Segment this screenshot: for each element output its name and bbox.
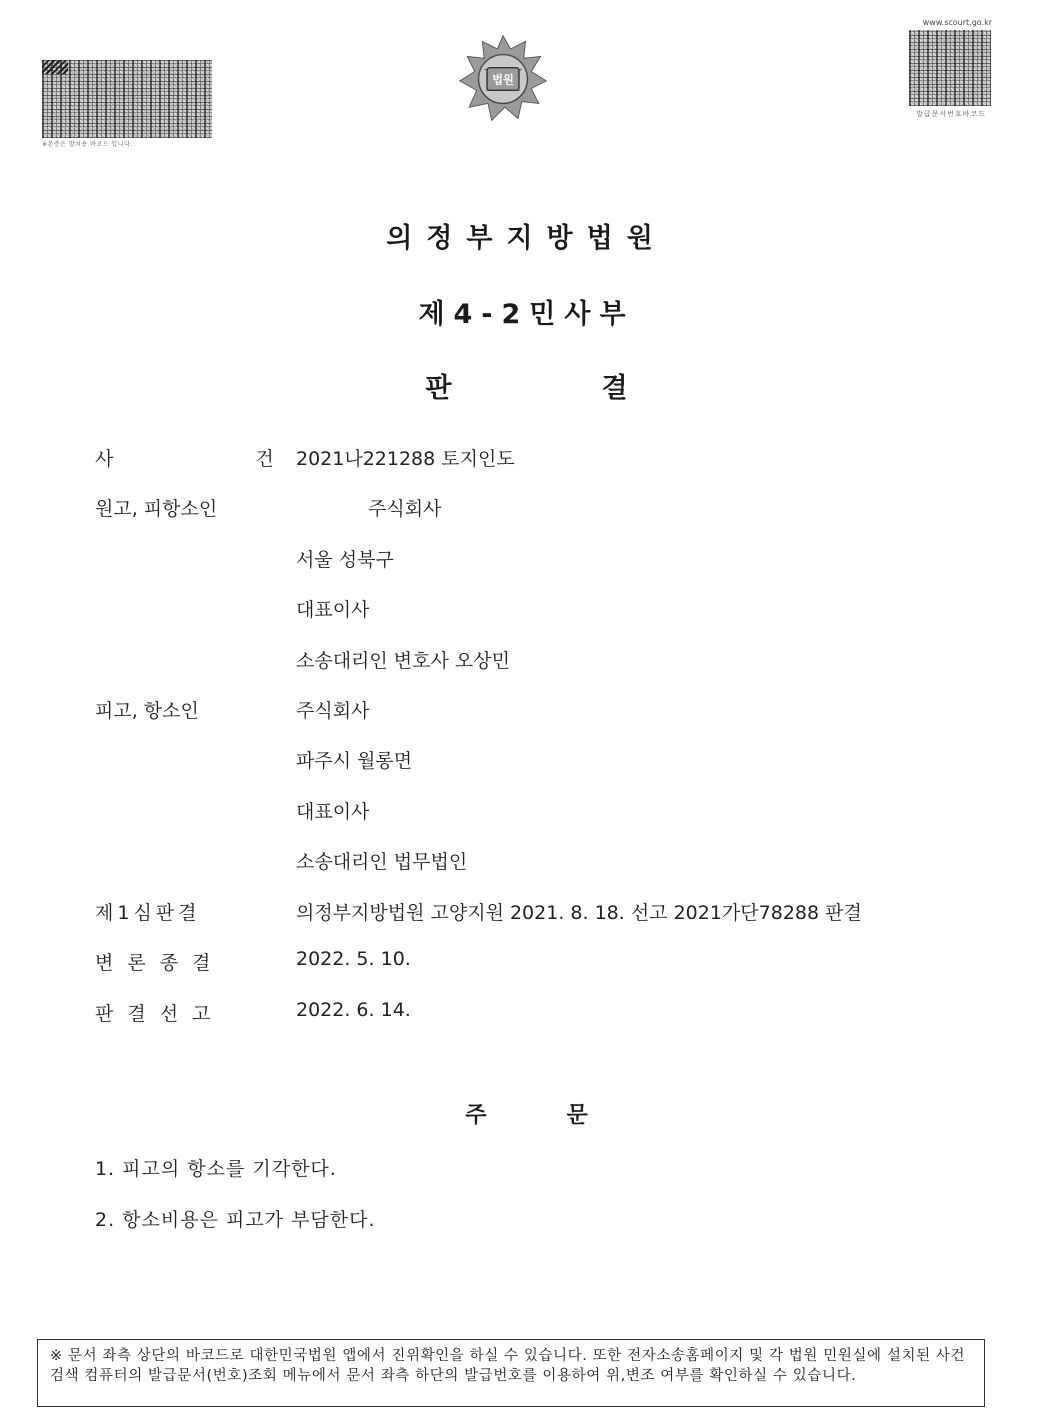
court-emblem-icon: [456, 32, 550, 126]
closing-label: 변론종결: [95, 952, 225, 974]
first-instance-value: 의정부지방법원 고양지원 2021. 8. 18. 선고 2021가단78288 판결: [296, 902, 862, 924]
barcode-corner-mark: [42, 60, 68, 74]
defendant-label: 피고, 항소인: [95, 700, 199, 722]
order-item: 2. 항소비용은 피고가 부담한다.: [95, 1209, 376, 1231]
document-type: [0, 366, 1053, 405]
defendant-representative: 대표이사: [296, 801, 370, 823]
document-type-left: 판: [425, 373, 452, 404]
judgment-date-value: 2022. 6. 14.: [296, 999, 411, 1021]
plaintiff-representative: 대표이사: [296, 599, 370, 621]
qr-caption: 발급문서번호바코드: [916, 110, 986, 118]
order-title-left: 주: [465, 1103, 487, 1128]
closing-value: 2022. 5. 10.: [296, 948, 411, 970]
plaintiff-name: 주식회사: [368, 498, 442, 520]
plaintiff-counsel: 소송대리인 변호사 오상민: [296, 650, 510, 672]
judgment-date-label: 판결선고: [95, 1003, 225, 1025]
document-type-right: 결: [601, 373, 628, 404]
emblem-text: 법원: [492, 73, 514, 87]
court-name: 의정부지방법원: [386, 223, 667, 254]
order-item: 1. 피고의 항소를 기각한다.: [95, 1158, 337, 1180]
plaintiff-label: 원고, 피항소인: [95, 498, 218, 520]
division-name: 제4-2민사부: [418, 299, 635, 330]
qr-code: [909, 30, 991, 106]
defendant-name: 주식회사: [296, 700, 370, 722]
document-barcode: [42, 60, 212, 138]
barcode-caption: ※본증은 발치용 바코드 입니다.: [42, 141, 133, 148]
plaintiff-address: 서울 성북구: [296, 549, 394, 571]
defendant-address: 파주시 월롱면: [296, 750, 413, 772]
defendant-counsel: 소송대리인 법무법인: [296, 851, 468, 873]
court-website-url: www.scourt.go.kr: [922, 18, 992, 27]
verification-notice: ※ 문서 좌측 상단의 바코드로 대한민국법원 앱에서 진위확인을 하실 수 있습니다. 또한 전자소송홈페이지 및 각 법원 민원실에 설치된 사건검색 컴퓨터의 발급문서(번호)조회 메뉴에서 문서 좌측 하단의 발급번호를 이용하여 위,변조 여부를 확인하실 수 있습니다.: [37, 1339, 985, 1407]
case-value: 2021나221288 토지인도: [296, 448, 515, 470]
first-instance-label: 제1심판결: [95, 902, 201, 924]
case-label: 사 건: [95, 448, 342, 470]
order-title: [0, 1098, 1053, 1129]
order-title-right: 문: [566, 1103, 588, 1128]
